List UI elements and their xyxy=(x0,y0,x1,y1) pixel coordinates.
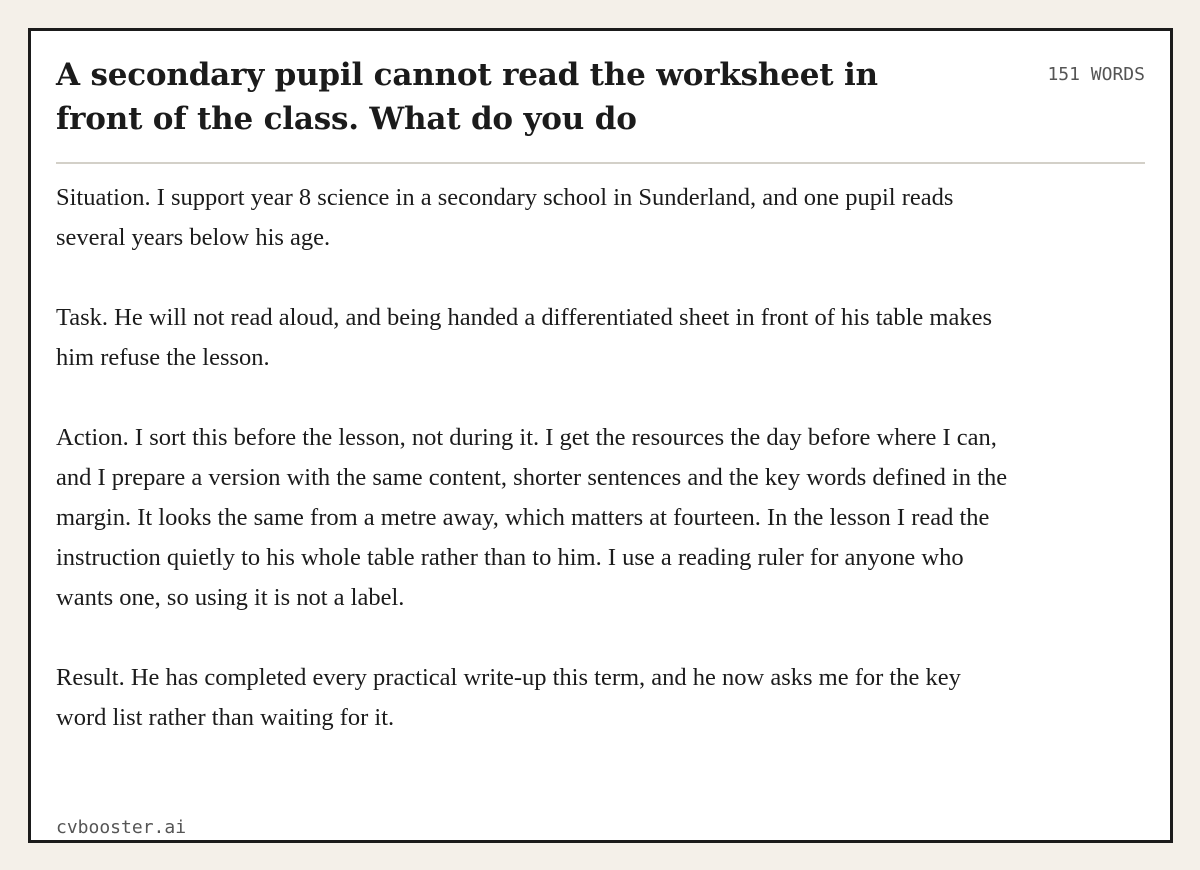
answer-body xyxy=(56,178,1016,778)
card-header xyxy=(56,53,1145,164)
answer-card xyxy=(28,28,1173,843)
situation-paragraph: Situation. I support year 8 science in a secondary school in Sunderland, and one pupil reads several years below his age. xyxy=(56,184,954,251)
action-paragraph: Action. I sort this before the lesson, not during it. I get the resources the day before where I can, and I prepare a version with the same content, shorter sentences and the key words defined in the margin. It looks the same from a metre away, which matters at fourteen. In the lesson I read the instruction quietly to his whole table rather than to him. I use a reading ruler for anyone who wants one, so using it is not a label. xyxy=(56,424,1008,611)
task-paragraph: Task. He will not read aloud, and being handed a differentiated sheet in front of his table makes him refuse the lesson. xyxy=(56,304,993,371)
question-title: A secondary pupil cannot read the worksheet in front of the class. What do you do xyxy=(56,57,878,137)
result-paragraph: Result. He has completed every practical write-up this term, and he now asks me for the key word list rather than waiting for it. xyxy=(56,664,961,731)
site-watermark: cvbooster.ai xyxy=(56,817,187,838)
word-count-badge: 151 WORDS xyxy=(1047,64,1145,85)
